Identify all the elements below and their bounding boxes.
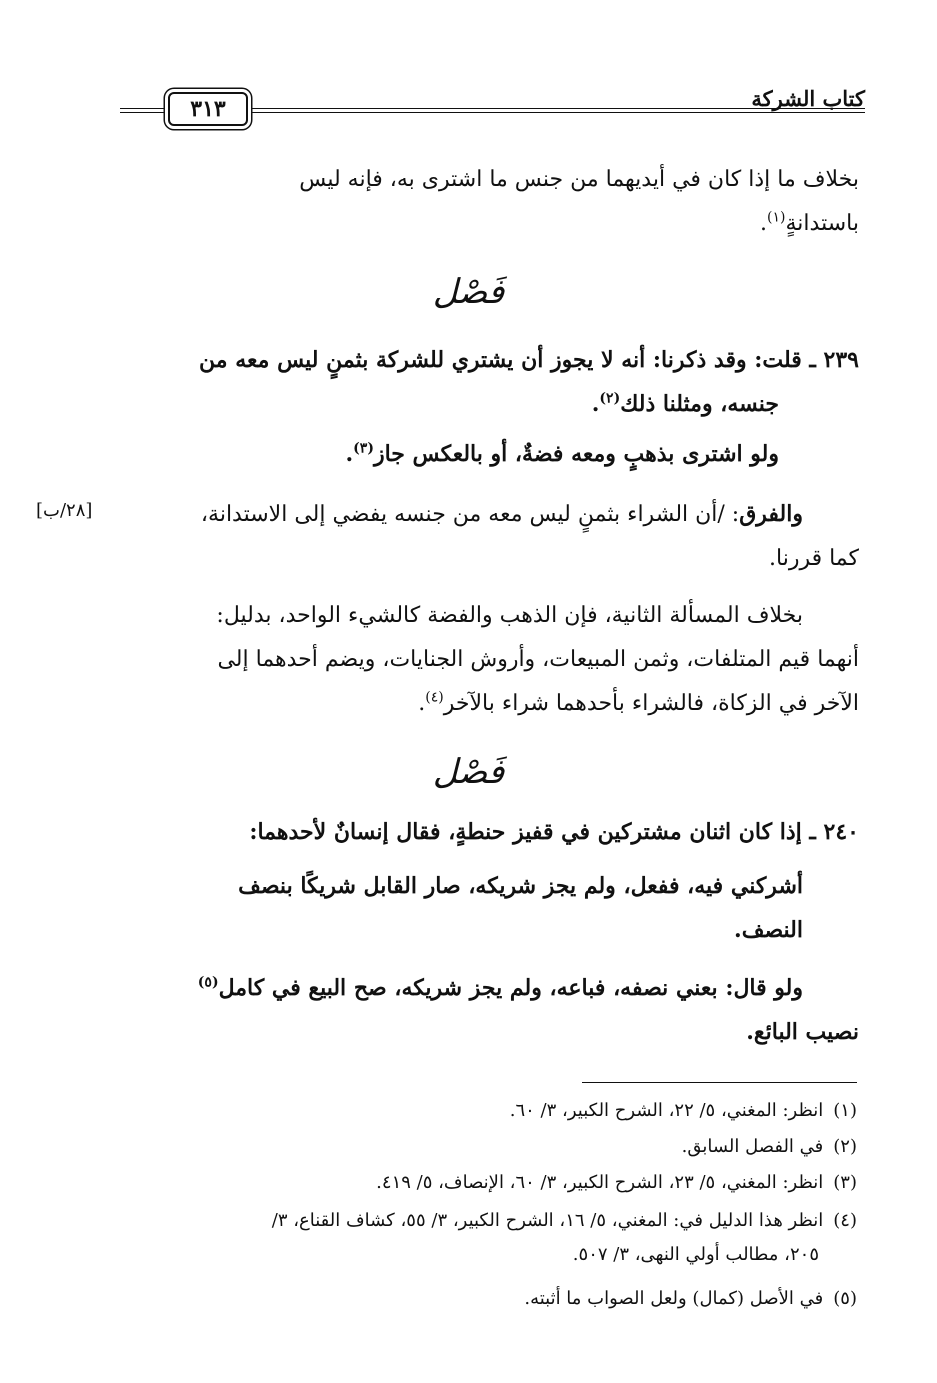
section-heading-fasl-1: فَصْل — [432, 272, 505, 312]
difference-paragraph — [119, 492, 859, 581]
issue-240-line-5: نصيب البائع. — [746, 1019, 859, 1045]
chapter-title: كتاب الشركة — [751, 86, 865, 111]
header-rule-right — [248, 108, 865, 113]
difference-label: والفرق — [739, 501, 803, 527]
paragraph-2-line-2: أنهما قيم المتلفات، وثمن المبيعات، وأروش الجنايات، ويضم أحدهما إلى — [217, 647, 859, 672]
difference-line-1 — [119, 492, 859, 537]
manuscript-folio-marker: [٢٨/ب] — [36, 500, 93, 521]
text: . — [345, 441, 354, 467]
issue-239-line-3 — [119, 432, 859, 476]
footnote-4 — [117, 1206, 857, 1236]
footnote-number: (١) — [833, 1100, 857, 1121]
footnote-text: انظر هذا الدليل في: المغني، ٥/ ١٦، الشرح الكبير، ٣/ ٥٥، كشاف القناع، ٣/ — [271, 1210, 824, 1231]
issue-240-line-3: النصف. — [734, 917, 803, 943]
text: . — [418, 691, 426, 716]
footnote-text: انظر: المغني، ٥/ ٢٣، الشرح الكبير، ٣/ ٦٠، الإنصاف، ٥/ ٤١٩. — [376, 1172, 824, 1193]
footnote-3 — [117, 1168, 857, 1198]
paragraph-2-line-3 — [119, 682, 859, 726]
footnote-number: (٤) — [833, 1210, 857, 1231]
issue-240-block — [119, 864, 859, 952]
page-header — [120, 86, 865, 128]
issue-239-line-2 — [119, 382, 859, 426]
footnote-number: (٥) — [833, 1288, 857, 1309]
footnote-5 — [117, 1284, 857, 1314]
footnote-number: (٢) — [833, 1136, 857, 1157]
text: . — [760, 211, 768, 236]
issue-240-line-1: ٢٤٠ ـ إذا كان اثنان مشتركين في قفيز حنطةٍ، فقال إنسانٌ لأحدهما: — [249, 819, 859, 845]
text: الآخر في الزكاة، فالشراء بأحدهما شراء بالآخر — [443, 691, 859, 716]
paragraph-1-line-2 — [119, 202, 859, 246]
issue-240-block-2 — [119, 966, 859, 1054]
paragraph-1-line-1: بخلاف ما إذا كان في أيديهما من جنس ما اشترى به، فإنه ليس — [299, 167, 859, 192]
footnote-2 — [117, 1132, 857, 1162]
paragraph-1 — [119, 158, 859, 246]
text: باستدانةٍ — [785, 211, 859, 236]
footnote-text: ٢٠٥، مطالب أولي النهى، ٣/ ٥٠٧. — [572, 1244, 819, 1265]
difference-line-2: كما قررنا. — [769, 546, 859, 571]
paragraph-2 — [119, 594, 859, 726]
issue-240-line-4 — [119, 966, 859, 1010]
section-heading-fasl-2: فَصْل — [432, 752, 505, 792]
footnote-4-continued — [117, 1240, 857, 1270]
footnote-text: انظر: المغني، ٥/ ٢٢، الشرح الكبير، ٣/ ٦٠. — [509, 1100, 824, 1121]
footnote-ref-3[interactable]: (٣) — [353, 440, 374, 457]
footnote-ref-2[interactable]: (٢) — [599, 390, 621, 407]
footnote-ref-1[interactable]: (١) — [767, 209, 786, 226]
text: : /أن الشراء بثمنٍ ليس معه من جنسه يفضي إلى الاستدانة، — [200, 502, 740, 527]
footnote-ref-5[interactable]: (٥) — [197, 974, 219, 991]
header-rule-left — [120, 108, 164, 113]
issue-240-line-2: أشركني فيه، ففعل، ولم يجز شريكه، صار القابل شريكًا بنصف — [238, 873, 803, 899]
text: جنسه، ومثلنا ذلك — [620, 391, 779, 417]
footnote-text: في الأصل (كمال) ولعل الصواب ما أثبته. — [524, 1288, 824, 1309]
issue-239 — [119, 338, 859, 426]
footnote-text: في الفصل السابق. — [681, 1136, 824, 1157]
footnote-number: (٣) — [833, 1172, 857, 1193]
footnote-separator — [582, 1082, 857, 1083]
footnote-ref-4[interactable]: (٤) — [425, 689, 444, 706]
text: ولو قال: بعني نصفه، فباعه، ولم يجز شريكه، صح البيع في كامل — [218, 975, 803, 1001]
issue-239-line-1: ٢٣٩ ـ قلت: وقد ذكرنا: أنه لا يجوز أن يشتري للشركة بثمنٍ ليس معه من — [199, 347, 859, 373]
text: . — [591, 391, 600, 417]
page-number: ٣١٣ — [168, 92, 248, 126]
paragraph-2-line-1: بخلاف المسألة الثانية، فإن الذهب والفضة كالشيء الواحد، بدليل: — [216, 603, 803, 628]
footnote-1 — [117, 1096, 857, 1126]
text: ولو اشترى بذهبٍ ومعه فضةٌ، أو بالعكس جاز — [373, 441, 779, 467]
